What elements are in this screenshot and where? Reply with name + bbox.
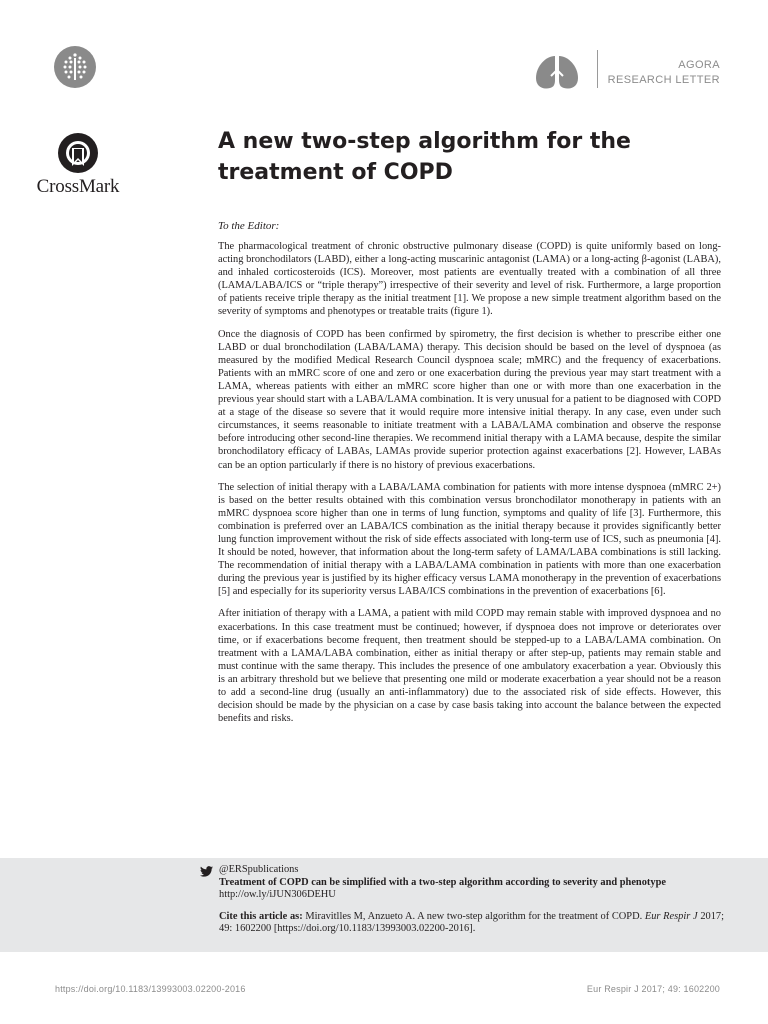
cite-details[interactable]: 2017; 49: 1602200 [https://doi.org/10.1183/13993003.02200-2016]. — [219, 910, 724, 934]
agora-lungs-icon — [532, 52, 582, 92]
article-title: A new two-step algorithm for the treatment of COPD — [218, 129, 631, 185]
tweet-text: Treatment of COPD can be simplified with a two-step algorithm according to severity and phenotype — [219, 876, 666, 888]
tweet-cite-content — [219, 864, 724, 936]
ers-logo-icon — [54, 46, 96, 88]
twitter-bird-icon — [200, 866, 213, 877]
cite-article — [219, 911, 724, 936]
cite-text: Miravitlles M, Anzueto A. A new two-step algorithm for the treatment of COPD. — [305, 910, 643, 922]
article-body — [218, 240, 721, 734]
tweet-link[interactable]: http://ow.ly/iJUN306DEHU — [219, 889, 336, 900]
journal-section-label — [608, 58, 720, 88]
footer-citation: Eur Respir J 2017; 49: 1602200 — [586, 984, 720, 994]
twitter-handle[interactable]: @ERSpublications — [219, 864, 299, 875]
cite-label: Cite this article as: — [219, 910, 303, 922]
header-divider — [597, 50, 598, 88]
salutation: To the Editor: — [218, 220, 280, 232]
journal-label-line2: RESEARCH LETTER — [607, 74, 720, 86]
footer-doi-link[interactable]: https://doi.org/10.1183/13993003.02200-2016 — [55, 984, 246, 994]
cite-journal: Eur Respir J — [644, 910, 698, 922]
crossmark-badge[interactable] — [30, 132, 126, 202]
paragraph-4: After initiation of therapy with a LAMA, a patient with mild COPD may remain stable with improved dyspnoea and no exacerbations. In this case treatment must be continued; however, if dyspnoea does not improve or deteriorates over time, or if exacerbations become frequent, then treatment should be stepped-up to a LABA/LAMA combination. On treatment with a LAMA/LABA combination, either as initial therapy or after step-up, patients may remain stable and must continue with the same therapy. This includes the presence of one ambulatory exacerbation a year. Obviously this is an arbitrary threshold but we believe that presenting one mild or moderate exacerbation a year should not be a reason to add a second-line drug (usually an anti-inflammatory) due to the associated risk of side effects. However, this decision should be made by the physician on a case by case basis taking into account the balance between the expected benefits and risks. — [218, 608, 721, 725]
crossmark-icon — [57, 132, 99, 174]
paragraph-1: The pharmacological treatment of chronic obstructive pulmonary disease (COPD) is quite uniformly based on long-acting bronchodilators (LABD), either a long-acting muscarinic antagonist (LAMA) or a long-acting β-agonist (LABA), and inhaled corticosteroids (ICS). Moreover, most patients are eventually treated with a combination of all three (LAMA/LABA/ICS or “triple therapy”) irrespective of their severity and level of risk. Furthermore, a large proportion of patients receive triple therapy as the initial treatment [1]. We propose a new simple treatment algorithm based on the severity of symptoms and phenotypes or treatable traits (figure 1). — [218, 241, 721, 318]
crossmark-label: CrossMark — [36, 176, 120, 197]
paragraph-3: The selection of initial therapy with a LABA/LAMA combination for patients with more intense dyspnoea (mMRC 2+) is based on the better results obtained with this combination versus bronchodilator monotherapy in patients with an mMRC dyspnoea score higher than one in terms of lung function, symptoms and quality of life [3]. Furthermore, this combination is preferred over an LABA/ICS combination as the initial therapy because it provides significantly better lung function improvement without the risk of side effects associated with long-term use of ICS, such as pneumonia [4]. It should be noted, however, that information about the long-term safety of LAMA/LABA combinations is still lacking. The recommendation of initial therapy with a LABA/LAMA combination in patients with more than one exacerbation during the previous year is justified by its higher efficacy versus LAMA monotherapy in the prevention of exacerbations [5] and especially for its superiority versus LABA/ICS combinations in the prevention of exacerbations [6]. — [218, 481, 721, 598]
journal-label-line1: AGORA — [678, 59, 720, 71]
paragraph-2: Once the diagnosis of COPD has been confirmed by spirometry, the first decision is whether to prescribe either one LABD or dual bronchodilation (LABA/LAMA) therapy. This decision should be based on the level of dyspnoea (as measured by the modified Medical Research Council dyspnoea scale; mMRC) and the frequency of exacerbations. Patients with an mMRC score of one and zero or one exacerbation during the previous year may start treatment with a LAMA, whereas patients with either an mMRC score higher than one or with more than one exacerbation in the previous year should start with a LABA/LAMA combination. It is very unusual for a patient to be diagnosed with COPD at a stage of the disease so severe that it would require more intensive initial therapy. In any case, even under such circumstances, it seems reasonable to initiate treatment with a LABA/LAMA combination and observe the response before introducing other second-line therapies. We recommend initial therapy with a LAMA because, despite the similar bronchodilatory efficacy of LABAs, LAMAs provide superior protection against exacerbations [2]. However, LABAs can be an option particularly if there is no history of previous exacerbations. — [218, 328, 721, 471]
